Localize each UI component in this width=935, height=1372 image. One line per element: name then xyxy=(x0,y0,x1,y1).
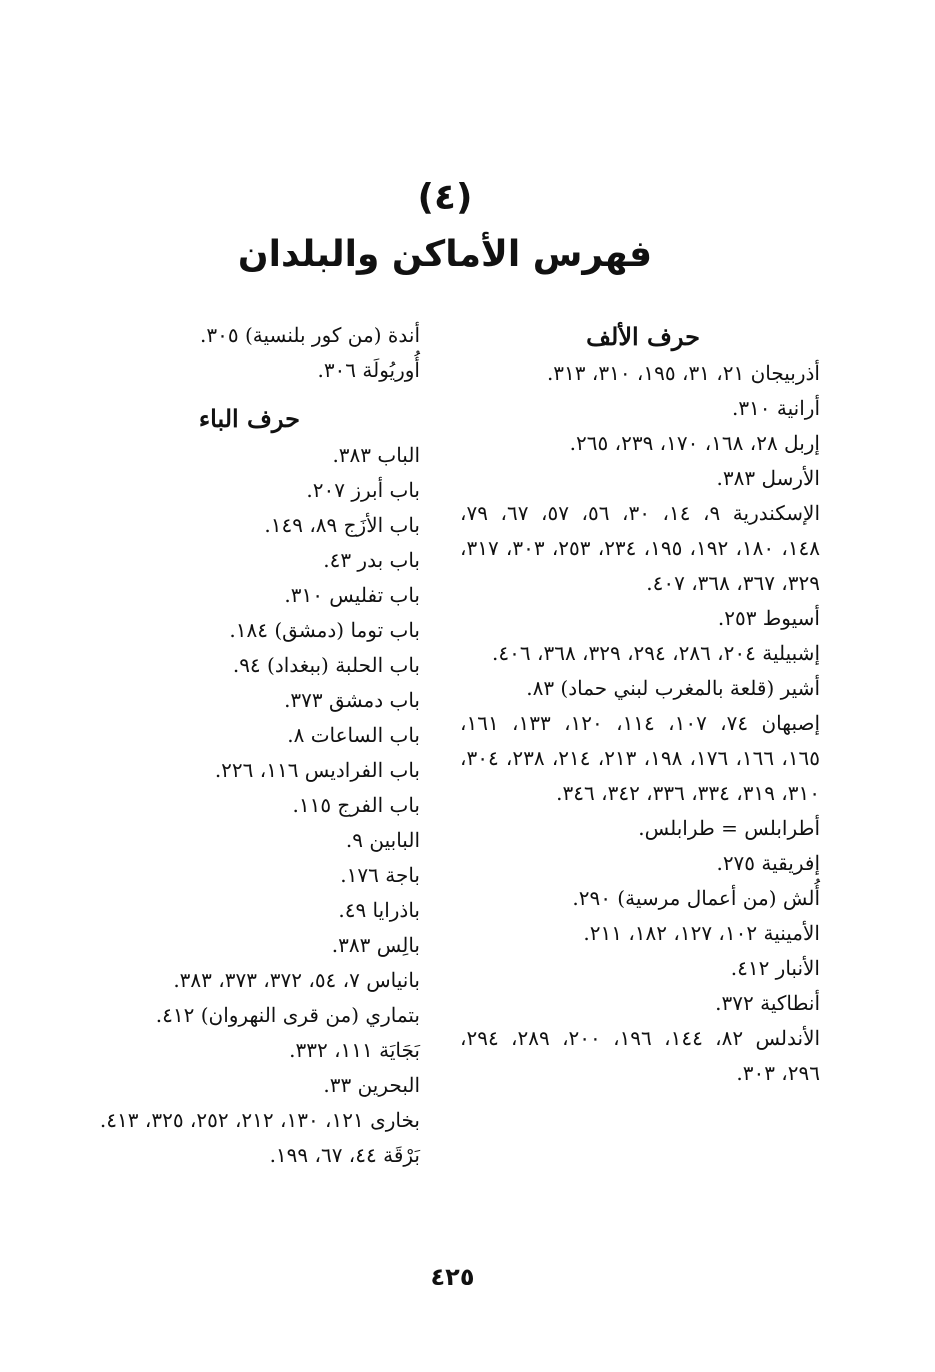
index-entry: باب الفراديس ١١٦، ٢٢٦. xyxy=(214,758,420,782)
chapter-number: (٤) xyxy=(417,177,473,218)
index-entry: باجة ١٧٦. xyxy=(340,863,420,887)
page-number: ٤٢٥ xyxy=(430,1263,475,1291)
index-entry: باب دمشق ٣٧٣. xyxy=(284,688,420,712)
index-entry: الباب ٣٨٣. xyxy=(332,443,420,467)
index-entry: باب الأزَج ٨٩، ١٤٩. xyxy=(264,513,420,537)
index-entry: باب توما (دمشق) ١٨٤. xyxy=(229,618,420,642)
section-heading-alif: حرف الألف xyxy=(586,322,700,351)
index-entry: أذربيجان ٢١، ٣١، ١٩٥، ٣١٠، ٣١٣. xyxy=(546,361,820,385)
index-entry: أشير (قلعة بالمغرب لبني حماد) ٨٣. xyxy=(526,676,820,700)
index-entry: بَجَايَة ١١١، ٣٣٢. xyxy=(289,1038,420,1062)
left-column xyxy=(60,318,420,1173)
right-column xyxy=(460,318,820,1091)
index-entry: باب تفليس ٣١٠. xyxy=(284,583,420,607)
index-entry: البحرين ٣٣. xyxy=(323,1073,420,1097)
index-entry: باب أبرز ٢٠٧. xyxy=(306,478,420,502)
index-entry: أندة (من كور بلنسية) ٣٠٥. xyxy=(200,323,420,347)
index-entry: باب بدر ٤٣. xyxy=(323,548,420,572)
index-entry: بانياس ٧، ٥٤، ٣٧٢، ٣٧٣، ٣٨٣. xyxy=(173,968,420,992)
index-entry: الأمينية ١٠٢، ١٢٧، ١٨٢، ٢١١. xyxy=(583,921,820,945)
index-entry: باب الحلبة (ببغداد) ٩٤. xyxy=(232,653,420,677)
index-entry: أُلش (من أعمال مرسية) ٢٩٠. xyxy=(572,886,820,910)
index-entry: الإسكندرية ٩، ١٤، ٣٠، ٥٦، ٥٧، ٦٧، ٧٩، ١٤٨، ١٨٠، ١٩٢، ١٩٥، ٢٣٤، ٢٥٣، ٣٠٣، ٣١٧، ٣٢٩، ٣٦٧، ٣٦٨، ٤٠٧. xyxy=(460,501,821,595)
index-entry: البابين ٩. xyxy=(345,828,420,852)
index-entry: باب الساعات ٨. xyxy=(287,723,420,747)
index-entry: أسيوط ٢٥٣. xyxy=(717,606,820,630)
index-entry: إفريقية ٢٧٥. xyxy=(716,851,820,875)
index-entry: باذرايا ٤٩. xyxy=(338,898,420,922)
index-entry: بالِس ٣٨٣. xyxy=(331,933,420,957)
index-entry: بتماري (من قرى النهروان) ٤١٢. xyxy=(155,1003,420,1027)
index-entry: الأندلس ٨٢، ١٤٤، ١٩٦، ٢٠٠، ٢٨٩، ٢٩٤، ٢٩٦، ٣٠٣. xyxy=(460,1026,821,1085)
index-title: فهرس الأماكن والبلدان xyxy=(237,234,653,275)
index-entry: أطرابلس = طرابلس. xyxy=(638,816,820,840)
index-entry: أنطاكية ٣٧٢. xyxy=(715,991,820,1015)
index-entry: إشبيلية ٢٠٤، ٢٨٦، ٢٩٤، ٣٢٩، ٣٦٨، ٤٠٦. xyxy=(492,641,820,665)
index-entry: بخارى ١٢١، ١٣٠، ٢١٢، ٢٥٢، ٣٢٥، ٤١٣. xyxy=(99,1108,420,1132)
index-entry: باب الفرج ١١٥. xyxy=(292,793,420,817)
index-entry: إصبهان ٧٤، ١٠٧، ١١٤، ١٢٠، ١٣٣، ١٦١، ١٦٥، ١٦٦، ١٧٦، ١٩٨، ٢١٣، ٢١٤، ٢٣٨، ٣٠٤، ٣١٠، ٣١٩، ٣٣٤، ٣٣٦، ٣٤٢، ٣٤٦. xyxy=(460,711,821,805)
index-entry: أرانية ٣١٠. xyxy=(731,396,820,420)
index-entry: الأنبار ٤١٢. xyxy=(730,956,820,980)
index-entry: إربل ٢٨، ١٦٨، ١٧٠، ٢٣٩، ٢٦٥. xyxy=(569,431,820,455)
section-heading-ba: حرف الباء xyxy=(198,404,300,433)
index-entry: الأرسل ٣٨٣. xyxy=(716,466,820,490)
index-entry: بَرْقَة ٤٤، ٦٧، ١٩٩. xyxy=(269,1143,420,1167)
index-entry: أُوريُولَة ٣٠٦. xyxy=(317,358,420,382)
